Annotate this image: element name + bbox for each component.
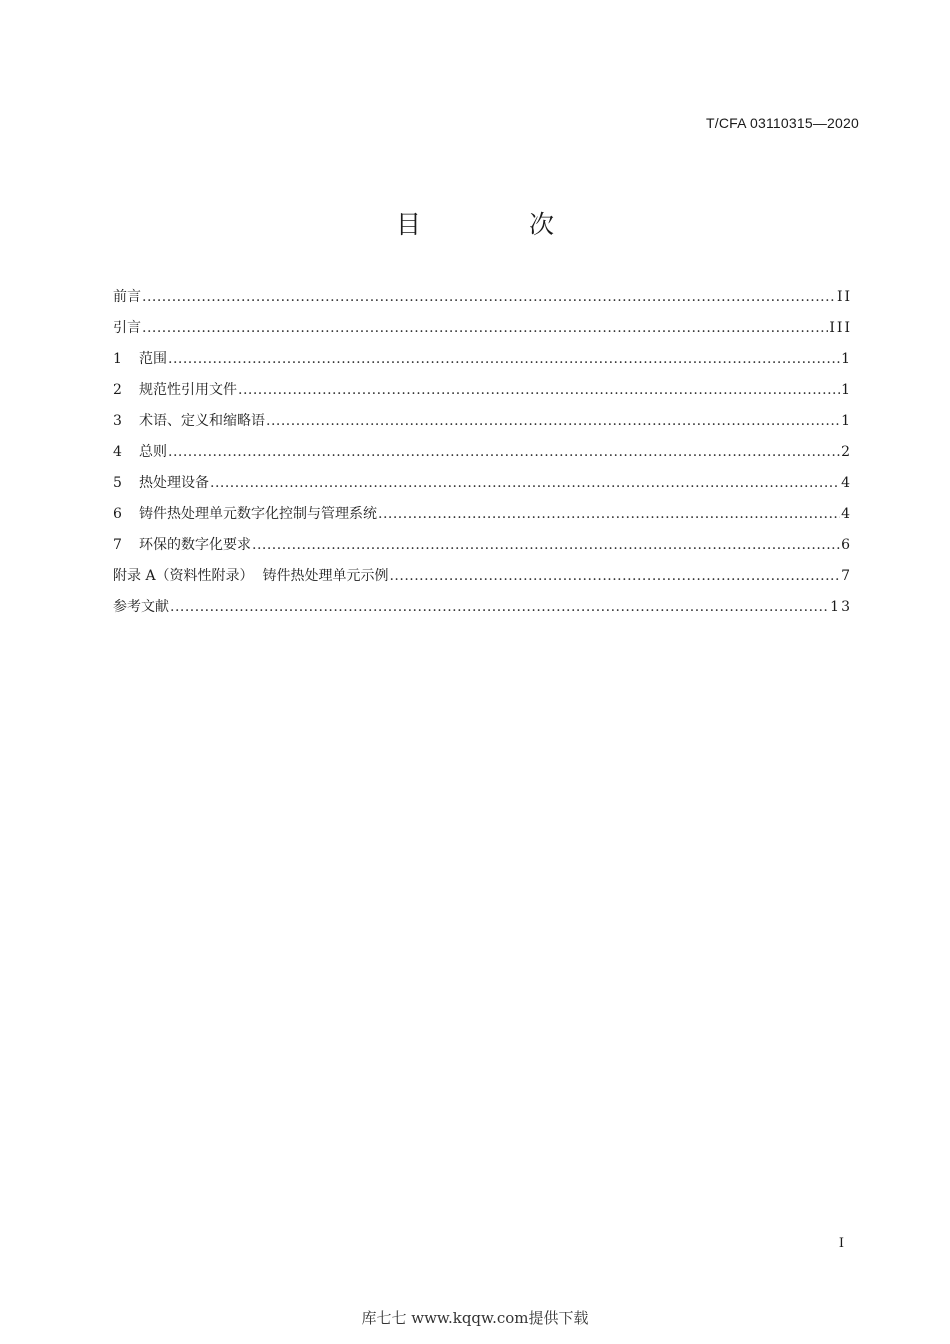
toc-entry-foreword[interactable] bbox=[113, 286, 850, 317]
toc-leader-dots bbox=[389, 568, 840, 584]
toc-entry-number: 4 bbox=[113, 444, 122, 460]
toc-leader-dots bbox=[168, 351, 840, 367]
toc-entry-page: 1 bbox=[841, 413, 852, 429]
toc-entry-general[interactable] bbox=[113, 441, 850, 472]
toc-entry-label: 热处理设备 bbox=[139, 475, 209, 491]
toc-leader-dots bbox=[238, 382, 840, 398]
document-code: T/CFA 03110315—2020 bbox=[706, 115, 859, 131]
toc-entry-label: 参考文献 bbox=[113, 599, 169, 615]
toc-entry-label: 总则 bbox=[139, 444, 167, 460]
toc-entry-label: 规范性引用文件 bbox=[139, 382, 237, 398]
page-number: I bbox=[838, 1236, 844, 1251]
toc-entry-digital-control-system[interactable] bbox=[113, 503, 850, 534]
toc-entry-label: 术语、定义和缩略语 bbox=[139, 413, 265, 429]
toc-entry-appendix-a[interactable] bbox=[113, 565, 850, 596]
table-of-contents bbox=[113, 286, 850, 627]
toc-leader-dots bbox=[142, 320, 828, 336]
toc-entry-page: 1 bbox=[841, 351, 852, 367]
toc-entry-page: 6 bbox=[841, 537, 852, 553]
toc-entry-label: 引言 bbox=[113, 320, 141, 336]
toc-leader-dots bbox=[168, 444, 840, 460]
toc-entry-number: 1 bbox=[113, 351, 122, 367]
toc-leader-dots bbox=[252, 537, 840, 553]
toc-entry-page: 2 bbox=[841, 444, 852, 460]
toc-entry-environmental-requirements[interactable] bbox=[113, 534, 850, 565]
toc-entry-number: 7 bbox=[113, 537, 122, 553]
toc-entry-heat-treatment-equipment[interactable] bbox=[113, 472, 850, 503]
toc-entry-label: 附录 A（资料性附录） 铸件热处理单元示例 bbox=[113, 568, 389, 584]
toc-leader-dots bbox=[142, 289, 836, 305]
toc-entry-number: 6 bbox=[113, 506, 122, 522]
page-title: 目 次 bbox=[396, 210, 604, 239]
toc-leader-dots bbox=[266, 413, 840, 429]
toc-entry-introduction[interactable] bbox=[113, 317, 850, 348]
toc-entry-number: 2 bbox=[113, 382, 122, 398]
toc-leader-dots bbox=[170, 599, 829, 615]
download-source-note: 库七七 www.kqqw.com提供下载 bbox=[361, 1309, 589, 1327]
toc-entry-label: 范围 bbox=[139, 351, 167, 367]
toc-entry-number: 5 bbox=[113, 475, 122, 491]
toc-leader-dots bbox=[378, 506, 840, 522]
toc-leader-dots bbox=[210, 475, 840, 491]
toc-entry-page: 7 bbox=[841, 568, 852, 584]
toc-entry-normative-references[interactable] bbox=[113, 379, 850, 410]
toc-entry-label: 环保的数字化要求 bbox=[139, 537, 251, 553]
toc-entry-page: III bbox=[829, 320, 852, 336]
toc-entry-page: II bbox=[836, 289, 852, 305]
toc-entry-page: 4 bbox=[841, 475, 852, 491]
toc-entry-number: 3 bbox=[113, 413, 122, 429]
toc-entry-bibliography[interactable] bbox=[113, 596, 850, 627]
toc-entry-label: 前言 bbox=[113, 289, 141, 305]
toc-entry-terms-definitions[interactable] bbox=[113, 410, 850, 441]
toc-entry-scope[interactable] bbox=[113, 348, 850, 379]
toc-entry-page: 13 bbox=[830, 599, 852, 615]
toc-entry-page: 1 bbox=[841, 382, 852, 398]
toc-entry-page: 4 bbox=[841, 506, 852, 522]
toc-entry-label: 铸件热处理单元数字化控制与管理系统 bbox=[139, 506, 377, 522]
